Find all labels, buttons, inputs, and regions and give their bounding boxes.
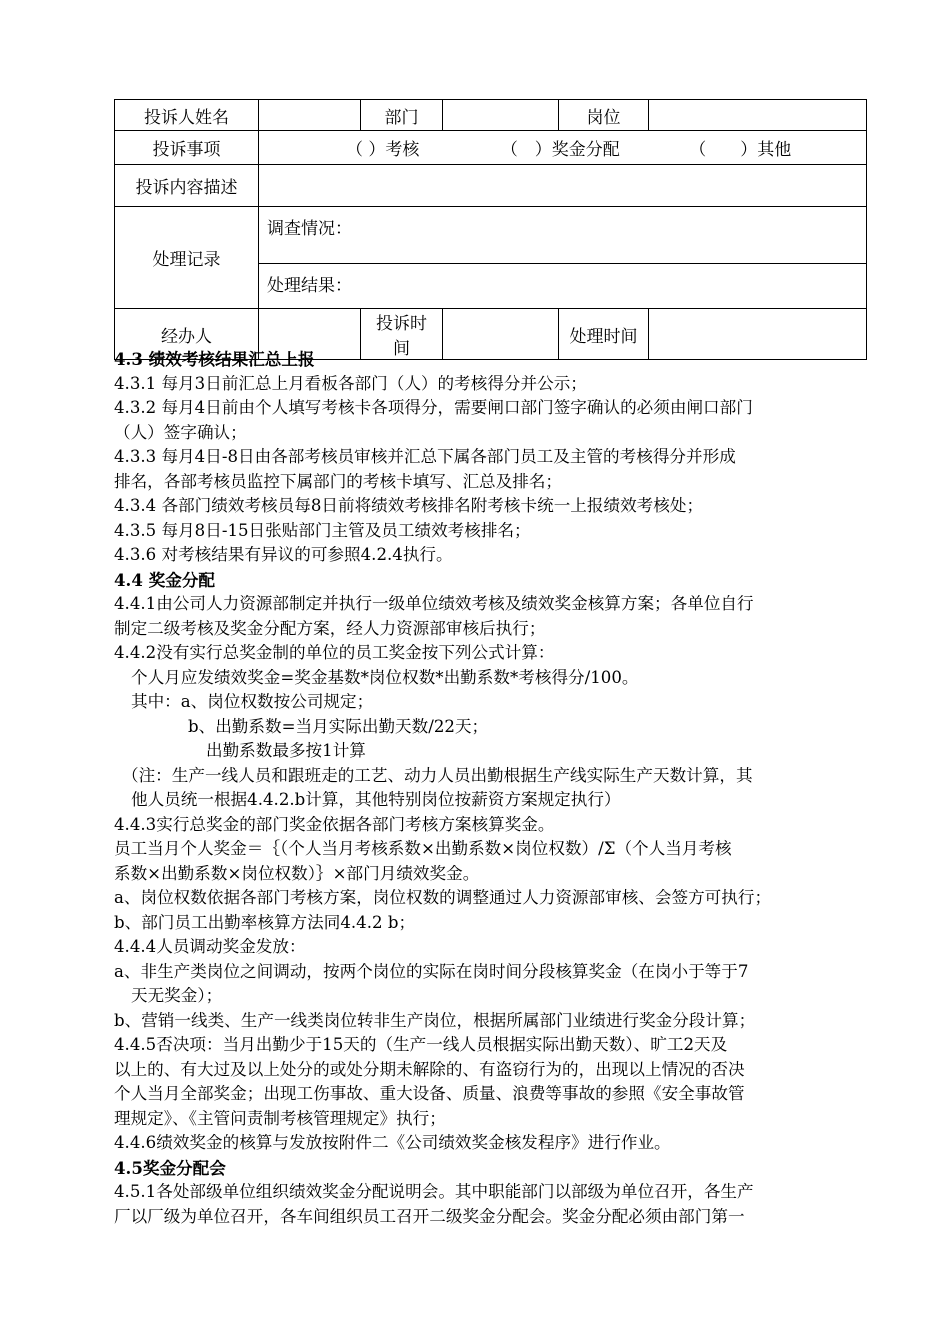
document-body <box>114 347 874 1229</box>
body-line: 4.5.1各处部级单位组织绩效奖金分配说明会。其中职能部门以部级为单位召开，各生产 <box>114 1182 754 1201</box>
body-line: 理规定》、《主管问责制考核管理规定》执行； <box>114 1108 446 1128</box>
department-value[interactable] <box>443 100 559 131</box>
body-line: 其中：a、岗位权数按公司规定； <box>131 692 374 711</box>
body-line: 以上的、有大过及以上处分的或处分期未解除的、有盗窃行为的，出现以上情况的否决 <box>114 1059 745 1079</box>
body-line: 4.3.1 每月3日前汇总上月看板各部门（人）的考核得分并公示； <box>114 373 587 393</box>
complainant-name-value[interactable] <box>259 100 361 131</box>
body-line: 4.3.4 各部门绩效考核员每8日前将绩效考核排名附考核卡统一上报绩效考核处； <box>114 496 704 515</box>
body-line: 4.4.4人员调动奖金发放： <box>114 937 306 956</box>
post-label: 岗位 <box>559 100 649 131</box>
body-line: 4.3.6 对考核结果有异议的可参照4.2.4执行。 <box>114 545 453 564</box>
complainant-name-label: 投诉人姓名 <box>115 100 259 131</box>
heading-4-3: 4.3 绩效考核结果汇总上报 <box>114 349 315 369</box>
body-line: a、岗位权数依据各部门考核方案，岗位权数的调整通过人力资源部审核、会签方可执行； <box>114 888 772 907</box>
option-other[interactable]: （ ）其他 <box>689 140 792 160</box>
investigation-label: 调查情况： <box>259 207 867 264</box>
note-line: 他人员统一根据4.4.2.b计算，其他特别岗位按薪资方案规定执行） <box>131 790 621 809</box>
body-line: b、部门员工出勤率核算方法同4.4.2 b； <box>114 912 416 932</box>
body-line: 4.3.5 每月8日-15日张贴部门主管及员工绩效考核排名； <box>114 520 531 540</box>
handling-result-label: 处理结果： <box>259 264 867 309</box>
handling-record-label: 处理记录 <box>115 207 259 309</box>
complaint-description-label: 投诉内容描述 <box>115 165 259 207</box>
body-line: 4.4.1由公司人力资源部制定并执行一级单位绩效考核及绩效奖金核算方案；各单位自行 <box>114 594 754 613</box>
note-line: （注：生产一线人员和跟班走的工艺、动力人员出勤根据生产线实际生产天数计算，其 <box>122 765 753 785</box>
heading-4-4: 4.4 奖金分配 <box>114 569 216 590</box>
complaint-time-label: 投诉时间 <box>361 309 443 360</box>
handler-label: 经办人 <box>115 309 259 360</box>
body-line: 4.4.6绩效奖金的核算与发放按附件二《公司绩效奖金核发程序》进行作业。 <box>114 1133 671 1152</box>
body-line: b、营销一线类、生产一线类岗位转非生产岗位，根据所属部门业绩进行奖金分段计算； <box>114 1010 756 1030</box>
body-line: 4.3.2 每月4日前由个人填写考核卡各项得分，需要闸口部门签字确认的必须由闸口部门 <box>114 398 753 417</box>
handle-time-label: 处理时间 <box>559 309 649 360</box>
complaint-matter-options <box>259 131 867 165</box>
formula-line: 个人月应发绩效奖金=奖金基数*岗位权数*出勤系数*考核得分/100。 <box>131 667 639 687</box>
body-line: 员工当月个人奖金＝｛（个人当月考核系数×出勤系数×岗位权数）/Σ（个人当月考核 <box>114 839 732 858</box>
body-line: 个人当月全部奖金；出现工伤事故、重大设备、质量、浪费等事故的参照《安全事故管 <box>114 1084 745 1103</box>
body-line: （人）签字确认； <box>114 422 247 442</box>
option-assessment[interactable]: （ ）考核 <box>346 140 420 160</box>
heading-4-5: 4.5奖金分配会 <box>114 1157 226 1178</box>
post-value[interactable] <box>649 100 867 131</box>
body-line: b、出勤系数=当月实际出勤天数/22天； <box>188 716 489 736</box>
option-bonus-distribution[interactable]: （ ）奖金分配 <box>500 140 620 160</box>
department-label: 部门 <box>361 100 443 131</box>
body-line: 制定二级考核及奖金分配方案，经人力资源部审核后执行； <box>114 618 546 638</box>
body-line: 厂以厂级为单位召开，各车间组织员工召开二级奖金分配会。奖金分配必须由部门第一 <box>114 1206 745 1226</box>
complaint-matter-label: 投诉事项 <box>115 131 259 165</box>
complaint-form-table <box>114 99 867 360</box>
form-row-description <box>115 165 867 207</box>
form-row-matter <box>115 131 867 165</box>
body-line: 4.3.3 每月4日-8日由各部考核员审核并汇总下属各部门员工及主管的考核得分并形成 <box>114 447 736 466</box>
body-line: 4.4.3实行总奖金的部门奖金依据各部门考核方案核算奖金。 <box>114 814 555 834</box>
body-line: 4.4.5否决项：当月出勤少于15天的（生产一线人员根据实际出勤天数）、旷工2天及 <box>114 1035 728 1054</box>
body-line: 天无奖金）； <box>131 986 223 1005</box>
body-line: 出勤系数最多按1计算 <box>206 741 366 760</box>
body-line: 4.4.2没有实行总奖金制的单位的员工奖金按下列公式计算： <box>114 643 555 662</box>
form-row-investigation <box>115 207 867 264</box>
form-row-name <box>115 100 867 131</box>
body-line: 排名，各部考核员监控下属部门的考核卡填写、汇总及排名； <box>114 471 563 491</box>
body-line: 系数×出勤系数×岗位权数）｝×部门月绩效奖金。 <box>114 863 480 883</box>
complaint-description-value[interactable] <box>259 165 867 207</box>
body-line: a、非生产类岗位之间调动，按两个岗位的实际在岗时间分段核算奖金（在岗小于等于7 <box>114 961 749 981</box>
